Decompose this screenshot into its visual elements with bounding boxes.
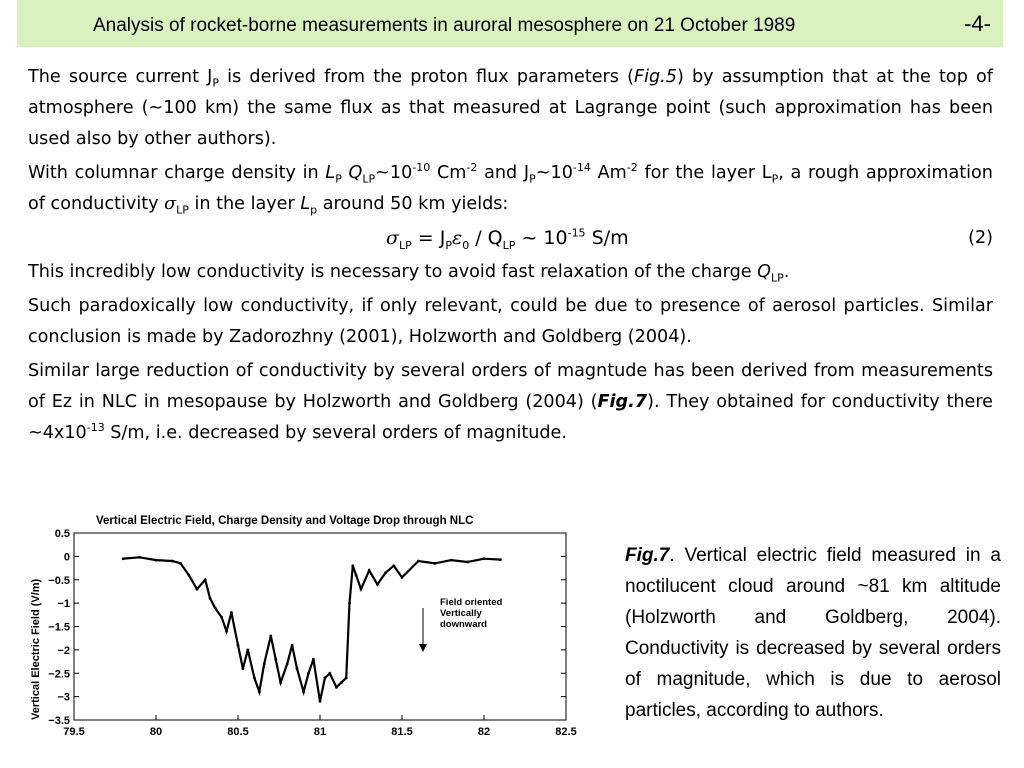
data-point xyxy=(214,606,217,609)
chart-annotation xyxy=(440,597,502,630)
data-point xyxy=(171,560,174,563)
y-tick-label: −3.5 xyxy=(48,715,70,727)
downward-arrow-head-icon xyxy=(419,644,427,652)
chart-svg xyxy=(28,510,583,760)
y-tick-label: −1.5 xyxy=(48,621,70,634)
data-point xyxy=(319,700,322,703)
data-point xyxy=(335,686,338,689)
data-point xyxy=(253,677,256,680)
chart-plot-frame xyxy=(74,533,566,720)
x-tick-label: 81 xyxy=(313,726,327,738)
data-point xyxy=(242,667,245,670)
y-tick-label: 0.5 xyxy=(54,528,70,540)
y-tick-label: −3 xyxy=(57,691,70,704)
data-point xyxy=(483,557,486,560)
paragraph-5: Similar large reduction of conductivity by several orders of magntude has been derived from measurements of Ez in NLC in mesopause by Holzworth and Goldberg (2004) (Fig.7). They obtained for conductivity there $\sim 4x10^{-13}$ S/m, i.e. decreased by several orders of magnitude. xyxy=(28,361,993,443)
data-point xyxy=(360,588,363,591)
data-point xyxy=(220,616,223,619)
page-number: -4- xyxy=(964,11,991,36)
data-point xyxy=(179,562,182,565)
data-point xyxy=(355,574,358,577)
x-tick-label: 82.5 xyxy=(555,726,577,738)
fig5-reference: Fig.5 xyxy=(633,67,677,87)
data-point xyxy=(204,578,207,581)
data-point xyxy=(368,569,371,572)
data-point xyxy=(348,602,351,605)
data-point xyxy=(258,691,261,694)
data-point xyxy=(274,658,277,661)
chart-y-axis-label: Vertical Electric Field (V/m) xyxy=(30,578,42,720)
paragraph-2: With columnar charge density in $L_P$ $Q_{LP}\sim 10^{-10}$ $Cm^{-2}$ and $J_P\sim 10^{-14}$ $Am^{-2}$ for the layer $L_P$, a rough approximation of conductivity $\sigma_{LP}$ in the layer $L_p$ around 50 km yields: xyxy=(28,161,993,217)
data-point xyxy=(286,663,289,666)
data-point xyxy=(279,681,282,684)
data-point xyxy=(230,611,233,614)
annotation-line: Vertically xyxy=(440,608,482,619)
caption-text: . Vertical electric field measured in a noctilucent cloud around ~81 km altitude (Holzworth and Goldberg, 2004). Conductivity is decreased by several orders of magnitude, which is due to aerosol particles, according to authors. xyxy=(625,545,1001,721)
x-tick-label: 80.5 xyxy=(227,726,249,738)
equation-2 xyxy=(28,223,993,255)
data-point xyxy=(450,559,453,562)
fig7-reference: Fig.7 xyxy=(597,392,648,412)
fig7-chart xyxy=(28,510,583,760)
data-point xyxy=(466,561,469,564)
equation-formula: $\sigma_{LP} = J_P\varepsilon_0 / Q_{LP}$ ~ $10^{-15}$ S/m xyxy=(386,226,629,252)
x-tick-label: 81.5 xyxy=(391,726,413,738)
data-point xyxy=(328,672,331,675)
data-point xyxy=(155,559,158,562)
y-tick-label: 0 xyxy=(63,551,70,564)
data-point xyxy=(392,564,395,567)
data-point xyxy=(225,630,228,633)
figure-caption xyxy=(625,540,1001,726)
x-tick-label: 79.5 xyxy=(63,726,85,738)
data-point xyxy=(345,677,348,680)
data-point xyxy=(296,667,299,670)
data-point xyxy=(187,574,190,577)
slide-title: Analysis of rocket-borne measurements in auroral mesosphere on 21 October 1989 xyxy=(93,15,796,36)
x-tick-label: 80 xyxy=(149,726,163,738)
data-point xyxy=(138,556,141,559)
caption-figure-ref: Fig.7 xyxy=(625,545,670,566)
data-point xyxy=(312,658,315,661)
x-tick-label: 82 xyxy=(477,726,491,738)
data-point xyxy=(209,597,212,600)
y-tick-label: −0.5 xyxy=(48,574,70,587)
annotation-line: downward xyxy=(440,619,487,630)
y-tick-label: −2.5 xyxy=(48,668,70,681)
annotation-line: Field oriented xyxy=(440,597,503,608)
data-point xyxy=(302,691,305,694)
paragraph-1: The source current $J_P$ is derived from the proton flux parameters (Fig.5) by assumption that at the top of atmosphere (~100 km) the same flux as that measured at Lagrange point (such approximation has been used also by other authors). xyxy=(28,67,994,149)
data-point xyxy=(351,564,354,567)
data-point xyxy=(307,672,310,675)
data-point xyxy=(122,557,125,560)
data-point xyxy=(433,562,436,565)
data-point xyxy=(384,571,387,574)
data-point xyxy=(269,634,272,637)
paragraph-4: Such paradoxically low conductivity, if only relevant, could be due to presence of aerosol particles. Similar conclusion is made by Zadorozhny (2001), Holzworth and Goldberg (2004). xyxy=(28,296,993,347)
y-tick-label: −1 xyxy=(57,598,70,611)
slide-header xyxy=(17,0,1003,47)
data-point xyxy=(499,558,502,561)
data-point xyxy=(246,648,249,651)
data-point xyxy=(237,644,240,647)
data-point xyxy=(340,681,343,684)
data-point xyxy=(417,560,420,563)
y-tick-label: −2 xyxy=(57,644,70,657)
paragraph-3: This incredibly low conductivity is necessary to avoid fast relaxation of the charge $Q_{LP}$. xyxy=(28,262,790,285)
data-point xyxy=(263,663,266,666)
data-point xyxy=(324,677,327,680)
equation-number: (2) xyxy=(968,228,993,248)
body-text xyxy=(28,62,993,452)
data-point xyxy=(291,644,294,647)
data-point xyxy=(196,588,199,591)
data-point xyxy=(401,576,404,579)
chart-title: Vertical Electric Field, Charge Density and Voltage Drop through NLC xyxy=(96,515,474,527)
data-point xyxy=(376,583,379,586)
